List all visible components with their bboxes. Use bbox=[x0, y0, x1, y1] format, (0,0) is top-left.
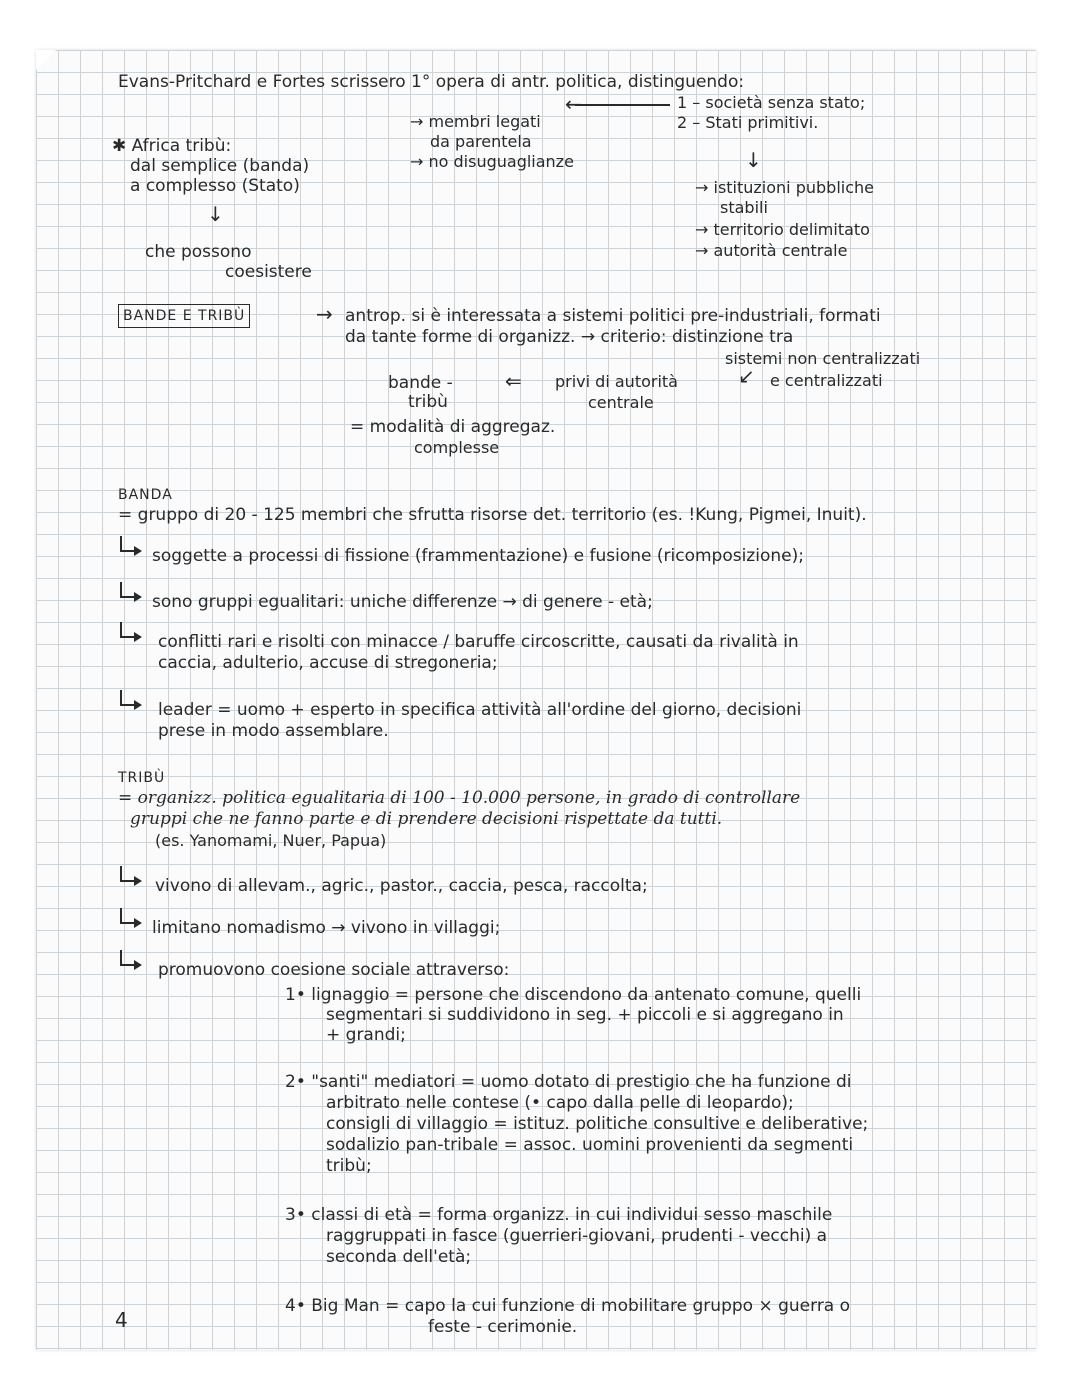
item-2c: consigli di villaggio = istituz. politiche consultive e deliberative; bbox=[326, 1114, 869, 1134]
public-institutions: → istituzioni pubbliche bbox=[695, 178, 874, 197]
arrow-down-icon: ↓ bbox=[745, 148, 762, 172]
band-heading: BANDA bbox=[118, 487, 173, 503]
item-2d: sodalizio pan-tribale = assoc. uomini provenienti da segmenti bbox=[326, 1135, 854, 1155]
hook-arrow-icon bbox=[120, 536, 134, 552]
hook-arrow-icon bbox=[120, 582, 134, 598]
item-3b: raggruppati in fasce (guerrieri-giovani, prudenti - vecchi) a bbox=[326, 1226, 828, 1246]
society-type-1: 1 – società senza stato; bbox=[677, 93, 866, 112]
tribe-point-2: limitano nomadismo → vivono in villaggi; bbox=[152, 918, 501, 938]
tribe-heading: TRIBÙ bbox=[118, 770, 166, 786]
central: centrale bbox=[588, 393, 654, 412]
bands-label: bande - bbox=[388, 373, 453, 393]
item-2a: 2• "santi" mediatori = uomo dotato di prestigio che ha funzione di bbox=[285, 1072, 852, 1092]
item-4a: 4• Big Man = capo la cui funzione di mobilitare gruppo × guerra o bbox=[285, 1296, 851, 1316]
page-number: 4 bbox=[115, 1308, 128, 1332]
central-authority: → autorità centrale bbox=[695, 241, 848, 260]
hook-arrow-icon bbox=[120, 866, 134, 882]
by-kinship: da parentela bbox=[430, 132, 532, 151]
band-point-3a: conflitti rari e risolti con minacce / baruffe circoscritte, causati da rivalità in bbox=[158, 632, 799, 652]
tribe-definition-1: = organizz. politica egualitaria di 100 - 10.000 persone, in grado di controllare bbox=[118, 788, 801, 808]
bands-tribes-label: BANDE E TRIBÙ bbox=[118, 304, 250, 328]
complex-forms: complesse bbox=[414, 438, 500, 457]
hook-arrow-icon bbox=[120, 690, 134, 706]
tribe-point-3: promuovono coesione sociale attraverso: bbox=[158, 960, 510, 980]
band-point-3b: caccia, adulterio, accuse di stregoneria; bbox=[158, 653, 498, 673]
band-definition: = gruppo di 20 - 125 membri che sfrutta risorse det. territorio (es. !Kung, Pigmei, Inuit). bbox=[118, 505, 867, 525]
without-authority: privi di autorità bbox=[555, 372, 678, 391]
item-1b: segmentari si suddividono in seg. + piccoli e si aggregano in bbox=[326, 1005, 844, 1025]
item-3a: 3• classi di età = forma organizz. in cui individui sesso maschile bbox=[285, 1205, 833, 1225]
checkmark-arrow-icon: ↙ bbox=[738, 364, 755, 388]
bands-tribes-line1: antrop. si è interessata a sistemi politici pre-industriali, formati bbox=[345, 306, 881, 326]
delimited-territory: → territorio delimitato bbox=[695, 220, 870, 239]
coexist-1: che possono bbox=[145, 242, 252, 262]
band-point-4a: leader = uomo + esperto in specifica attività all'ordine del giorno, decisioni bbox=[158, 700, 802, 720]
band-point-4b: prese in modo assemblare. bbox=[158, 721, 389, 741]
tribe-point-1: vivono di allevam., agric., pastor., caccia, pesca, raccolta; bbox=[155, 876, 648, 896]
intro-title: Evans-Pritchard e Fortes scrissero 1° opera di antr. politica, distinguendo: bbox=[118, 72, 745, 92]
arrow-left-double-icon: ⇐ bbox=[505, 369, 522, 393]
bands-tribes-line2: da tante forme di organizz. → criterio: distinzione tra bbox=[345, 327, 794, 347]
hook-arrow-icon bbox=[120, 908, 134, 924]
band-point-2: sono gruppi egualitari: uniche differenze → di genere - età; bbox=[152, 592, 653, 612]
coexist-2: coesistere bbox=[225, 262, 312, 282]
complex-state: a complesso (Stato) bbox=[130, 176, 300, 196]
society-type-2: 2 – Stati primitivi. bbox=[677, 113, 819, 132]
africa-tribes: ✱ Africa tribù: bbox=[112, 136, 232, 156]
arrow-line bbox=[575, 104, 670, 106]
item-2e: tribù; bbox=[326, 1156, 372, 1176]
item-1c: + grandi; bbox=[326, 1025, 406, 1045]
band-point-1: soggette a processi di fissione (frammentazione) e fusione (ricomposizione); bbox=[152, 546, 804, 566]
tribe-examples: (es. Yanomami, Nuer, Papua) bbox=[155, 831, 387, 850]
bands-tribes-line4: e centralizzati bbox=[770, 371, 883, 390]
arrow-left-icon: ← bbox=[565, 92, 582, 116]
hook-arrow-icon bbox=[120, 950, 134, 966]
modality: = modalità di aggregaz. bbox=[350, 417, 556, 437]
simple-band: dal semplice (banda) bbox=[130, 156, 310, 176]
no-inequality: → no disuguaglianze bbox=[410, 152, 574, 171]
item-3c: seconda dell'età; bbox=[326, 1247, 472, 1267]
item-2b: arbitrato nelle contese (• capo dalla pelle di leopardo); bbox=[326, 1093, 794, 1113]
hook-arrow-icon bbox=[120, 622, 134, 638]
tribe-definition-2: gruppi che ne fanno parte e di prendere decisioni rispettate da tutti. bbox=[130, 809, 723, 829]
stable: stabili bbox=[720, 198, 768, 217]
arrow-right-icon: → bbox=[316, 302, 333, 326]
tribes-label: tribù bbox=[408, 392, 448, 412]
item-4b: feste - cerimonie. bbox=[428, 1317, 578, 1337]
members-bound: → membri legati bbox=[410, 112, 541, 131]
arrow-down-icon: ↓ bbox=[207, 202, 224, 226]
item-1a: 1• lignaggio = persone che discendono da antenato comune, quelli bbox=[285, 985, 862, 1005]
bands-tribes-line3: sistemi non centralizzati bbox=[725, 349, 921, 368]
page-corner bbox=[36, 50, 56, 70]
